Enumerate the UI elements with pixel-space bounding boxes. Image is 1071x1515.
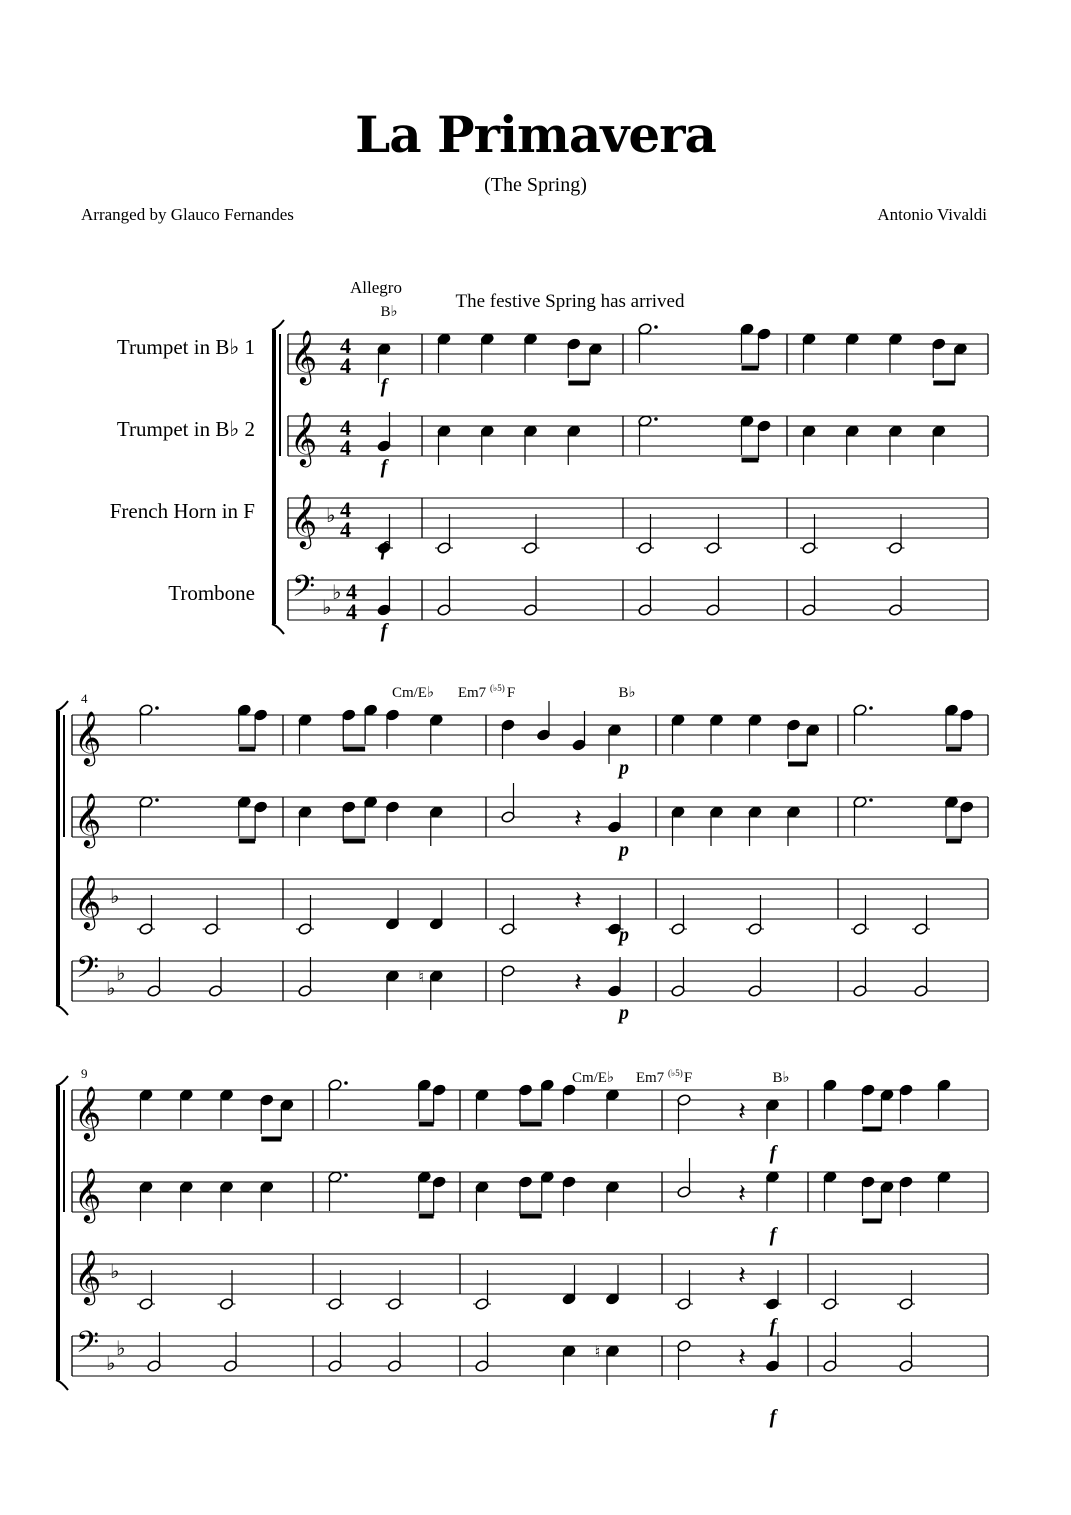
chord-symbol: Em7 bbox=[457, 685, 487, 701]
bracket-hook bbox=[56, 1076, 68, 1086]
instrument-name: Trombone bbox=[168, 581, 255, 605]
quarter-rest-icon: 𝄽 bbox=[574, 968, 582, 998]
dot bbox=[654, 417, 658, 421]
flat-icon: ♭ bbox=[332, 580, 342, 604]
dynamic-marking: f bbox=[769, 1315, 777, 1337]
treble-clef-icon: 𝄞 bbox=[74, 1249, 102, 1303]
bracket-hook bbox=[56, 1380, 68, 1390]
bass-clef-icon: 𝄢 bbox=[292, 570, 316, 611]
treble-clef-icon: 𝄞 bbox=[74, 1167, 102, 1221]
treble-clef-icon: 𝄞 bbox=[290, 411, 318, 465]
treble-clef-icon: 𝄞 bbox=[290, 329, 318, 383]
quarter-rest-icon: 𝄽 bbox=[738, 1179, 746, 1209]
treble-clef-icon: 𝄞 bbox=[74, 874, 102, 928]
flat-icon: ♭ bbox=[326, 503, 336, 527]
arranger-credit: Arranged by Glauco Fernandes bbox=[81, 205, 294, 224]
dynamic-marking: p bbox=[619, 1002, 629, 1024]
treble-clef-icon: 𝄞 bbox=[74, 710, 102, 764]
chord-symbol: F bbox=[683, 1070, 693, 1086]
dynamic-marking: f bbox=[769, 1406, 777, 1428]
quarter-rest-icon: 𝄽 bbox=[738, 1343, 746, 1373]
dot bbox=[869, 706, 873, 710]
chord-symbol: Cm/E♭ bbox=[391, 685, 435, 701]
composer-credit: Antonio Vivaldi bbox=[877, 205, 987, 224]
time-signature-top: 4 bbox=[340, 415, 351, 440]
flat-icon: ♭ bbox=[110, 884, 120, 908]
dot bbox=[344, 1173, 348, 1177]
tempo-marking: Allegro bbox=[350, 278, 402, 297]
bracket-hook bbox=[56, 701, 68, 711]
dynamic-marking: f bbox=[769, 1142, 777, 1164]
treble-clef-icon: 𝄞 bbox=[74, 792, 102, 846]
quarter-rest-icon: 𝄽 bbox=[574, 804, 582, 834]
quarter-rest-icon: 𝄽 bbox=[738, 1261, 746, 1291]
dynamic-marking: f bbox=[380, 456, 388, 478]
chord-symbol: B♭ bbox=[772, 1070, 790, 1086]
measure-number: 4 bbox=[81, 691, 88, 706]
treble-clef-icon: 𝄞 bbox=[74, 1085, 102, 1139]
chord-superscript: (♭5) bbox=[490, 683, 505, 693]
dot bbox=[654, 325, 658, 329]
chord-superscript: (♭5) bbox=[668, 1068, 683, 1078]
flat-icon: ♭ bbox=[110, 1259, 120, 1283]
bracket-hook bbox=[272, 624, 284, 634]
dot bbox=[869, 798, 873, 802]
flat-icon: ♭ bbox=[322, 595, 332, 619]
dynamic-marking: p bbox=[619, 757, 629, 779]
time-signature-bottom: 4 bbox=[340, 517, 351, 542]
chord-symbol: B♭ bbox=[618, 685, 636, 701]
dynamic-marking: f bbox=[380, 538, 388, 560]
dynamic-marking: f bbox=[769, 1224, 777, 1246]
time-signature-bottom: 4 bbox=[340, 435, 351, 460]
natural-icon: ♮ bbox=[594, 1342, 601, 1361]
dynamic-marking: f bbox=[380, 375, 388, 397]
instrument-name: French Horn in F bbox=[109, 499, 255, 523]
flat-icon: ♭ bbox=[106, 976, 116, 1000]
bass-clef-icon: 𝄢 bbox=[76, 1326, 100, 1367]
treble-clef-icon: 𝄞 bbox=[290, 493, 318, 547]
dynamic-marking: f bbox=[380, 620, 388, 642]
score-subtitle: (The Spring) bbox=[484, 174, 587, 196]
dynamic-marking: p bbox=[619, 839, 629, 861]
bass-clef-icon: 𝄢 bbox=[76, 951, 100, 992]
time-signature-top: 4 bbox=[346, 579, 357, 604]
system-bracket bbox=[56, 711, 60, 1005]
quarter-rest-icon: 𝄽 bbox=[738, 1097, 746, 1127]
chord-symbol: B♭ bbox=[380, 304, 398, 320]
dynamic-marking: p bbox=[619, 924, 629, 946]
dot bbox=[155, 798, 159, 802]
dot bbox=[155, 706, 159, 710]
bracket-hook bbox=[272, 320, 284, 330]
chord-symbol: Em7 bbox=[635, 1070, 665, 1086]
score-title: La Primavera bbox=[355, 105, 716, 164]
expression-text: The festive Spring has arrived bbox=[455, 291, 685, 312]
instrument-name: Trumpet in B♭ 2 bbox=[116, 417, 255, 441]
flat-icon: ♭ bbox=[116, 961, 126, 985]
instrument-name: Trumpet in B♭ 1 bbox=[116, 335, 255, 359]
time-signature-top: 4 bbox=[340, 497, 351, 522]
time-signature-bottom: 4 bbox=[340, 353, 351, 378]
flat-icon: ♭ bbox=[116, 1336, 126, 1360]
bracket-hook bbox=[56, 1005, 68, 1015]
system-bracket bbox=[56, 1086, 60, 1380]
chord-symbol: Cm/E♭ bbox=[571, 1070, 615, 1086]
dot bbox=[344, 1081, 348, 1085]
flat-icon: ♭ bbox=[106, 1351, 116, 1375]
chord-symbol: F bbox=[506, 685, 516, 701]
measure-number: 9 bbox=[81, 1066, 88, 1081]
natural-icon: ♮ bbox=[418, 967, 424, 986]
system-bracket bbox=[272, 330, 276, 624]
time-signature-bottom: 4 bbox=[346, 599, 357, 624]
time-signature-top: 4 bbox=[340, 333, 351, 358]
quarter-rest-icon: 𝄽 bbox=[574, 886, 582, 916]
